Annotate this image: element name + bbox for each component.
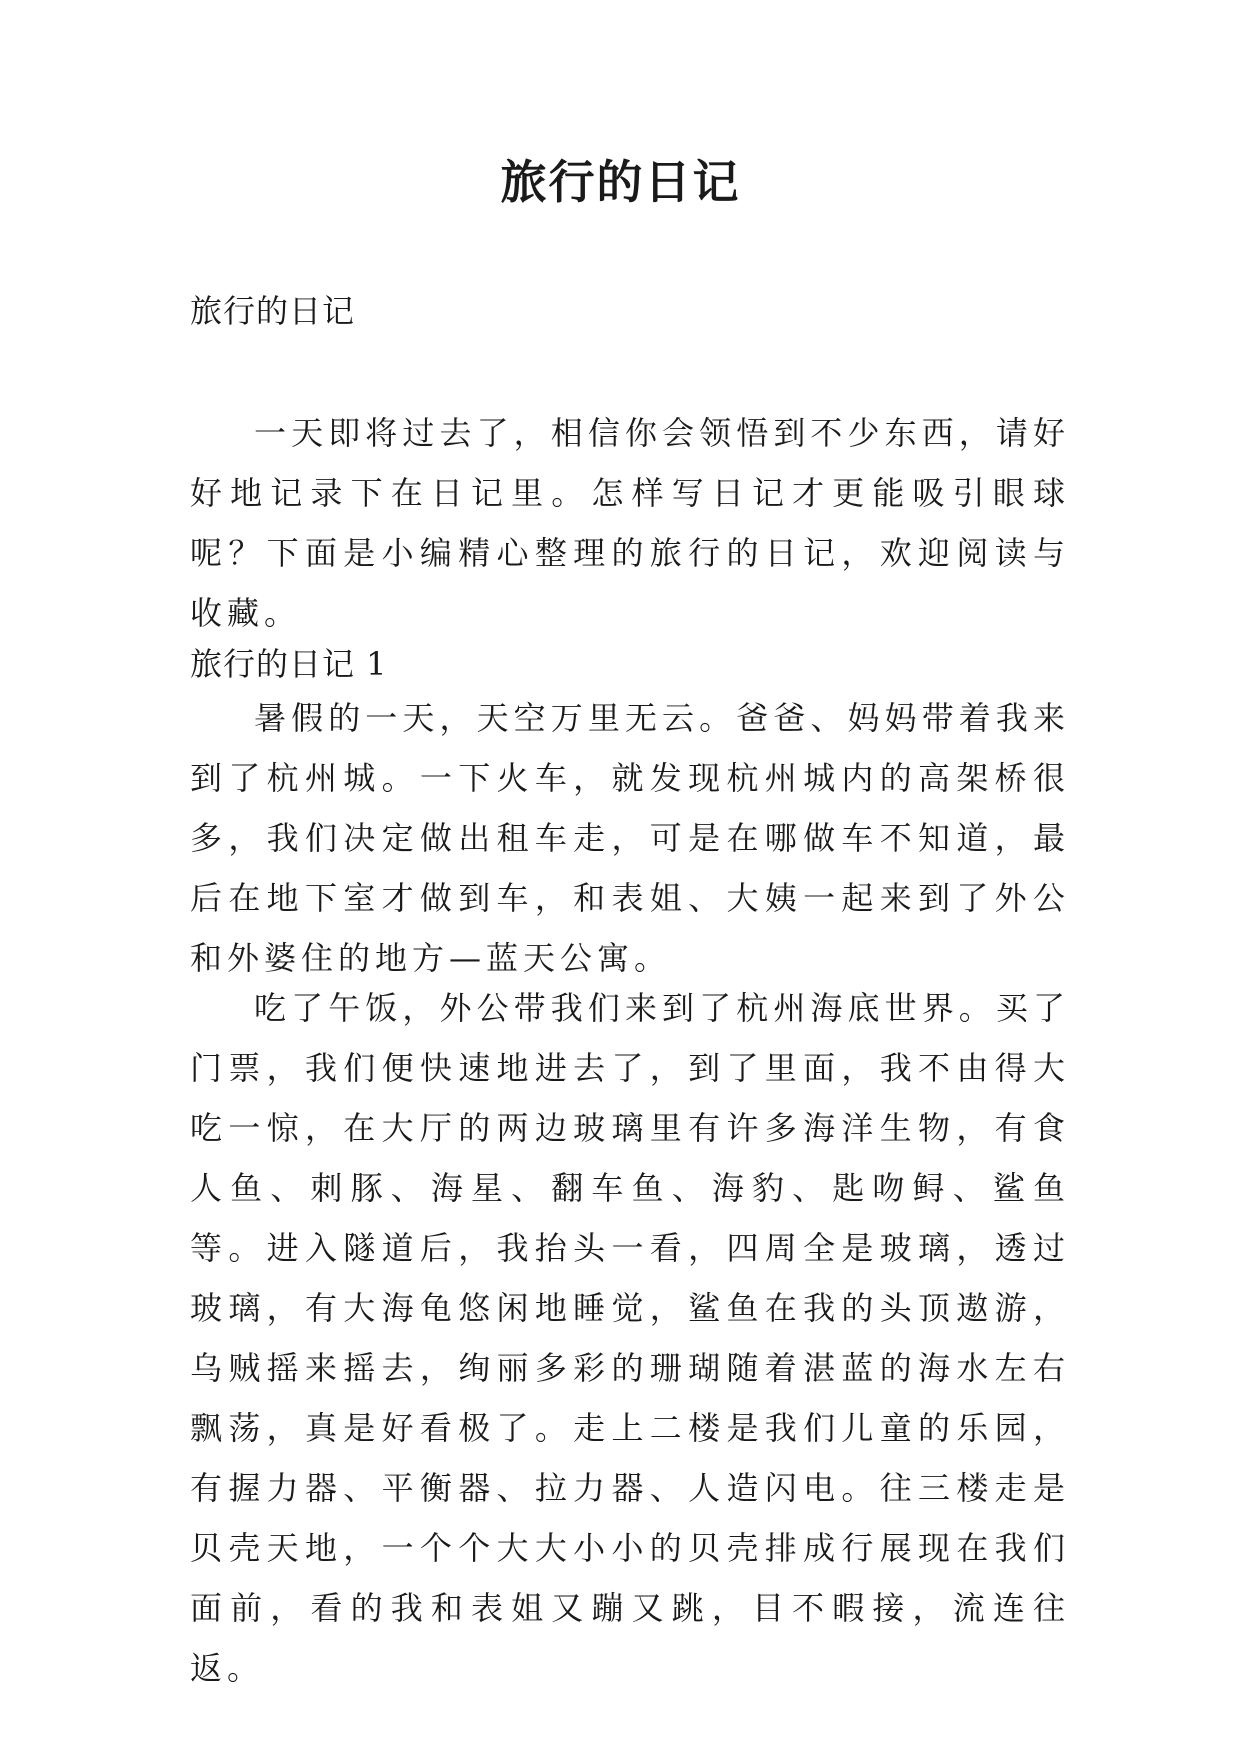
intro-paragraph: 一天即将过去了，相信你会领悟到不少东西，请好好地记录下在日记里。怎样写日记才更能吸引眼球呢？下面是小编精心整理的旅行的日记，欢迎阅读与收藏。 [190,414,1070,632]
document-subtitle: 旅行的日记 [190,292,356,330]
body-paragraph: 吃了午饭，外公带我们来到了杭州海底世界。买了门票，我们便快速地进去了，到了里面，我不由得大吃一惊，在大厅的两边玻璃里有许多海洋生物，有食人鱼、刺豚、海星、翻车鱼、海豹、匙吻鲟、鲨鱼等。进入隧道后，我抬头一看，四周全是玻璃，透过玻璃，有大海龟悠闲地睡觉，鲨鱼在我的头顶遨游，乌贼摇来摇去，绚丽多彩的珊瑚随着湛蓝的海水左右飘荡，真是好看极了。走上二楼是我们儿童的乐园，有握力器、平衡器、拉力器、人造闪电。往三楼走是贝壳天地，一个个大大小小的贝壳排成行展现在我们面前，看的我和表姐又蹦又跳，目不暇接，流连往返。 [190,989,1070,1687]
section-heading: 旅行的日记 1 [190,645,388,683]
body-paragraph: 暑假的一天，天空万里无云。爸爸、妈妈带着我来到了杭州城。一下火车，就发现杭州城内的高架桥很多，我们决定做出租车走，可是在哪做车不知道，最后在地下室才做到车，和表姐、大姨一起来到了外公和外婆住的地方—蓝天公寓。 [190,699,1070,977]
document-title: 旅行的日记 [500,155,741,209]
